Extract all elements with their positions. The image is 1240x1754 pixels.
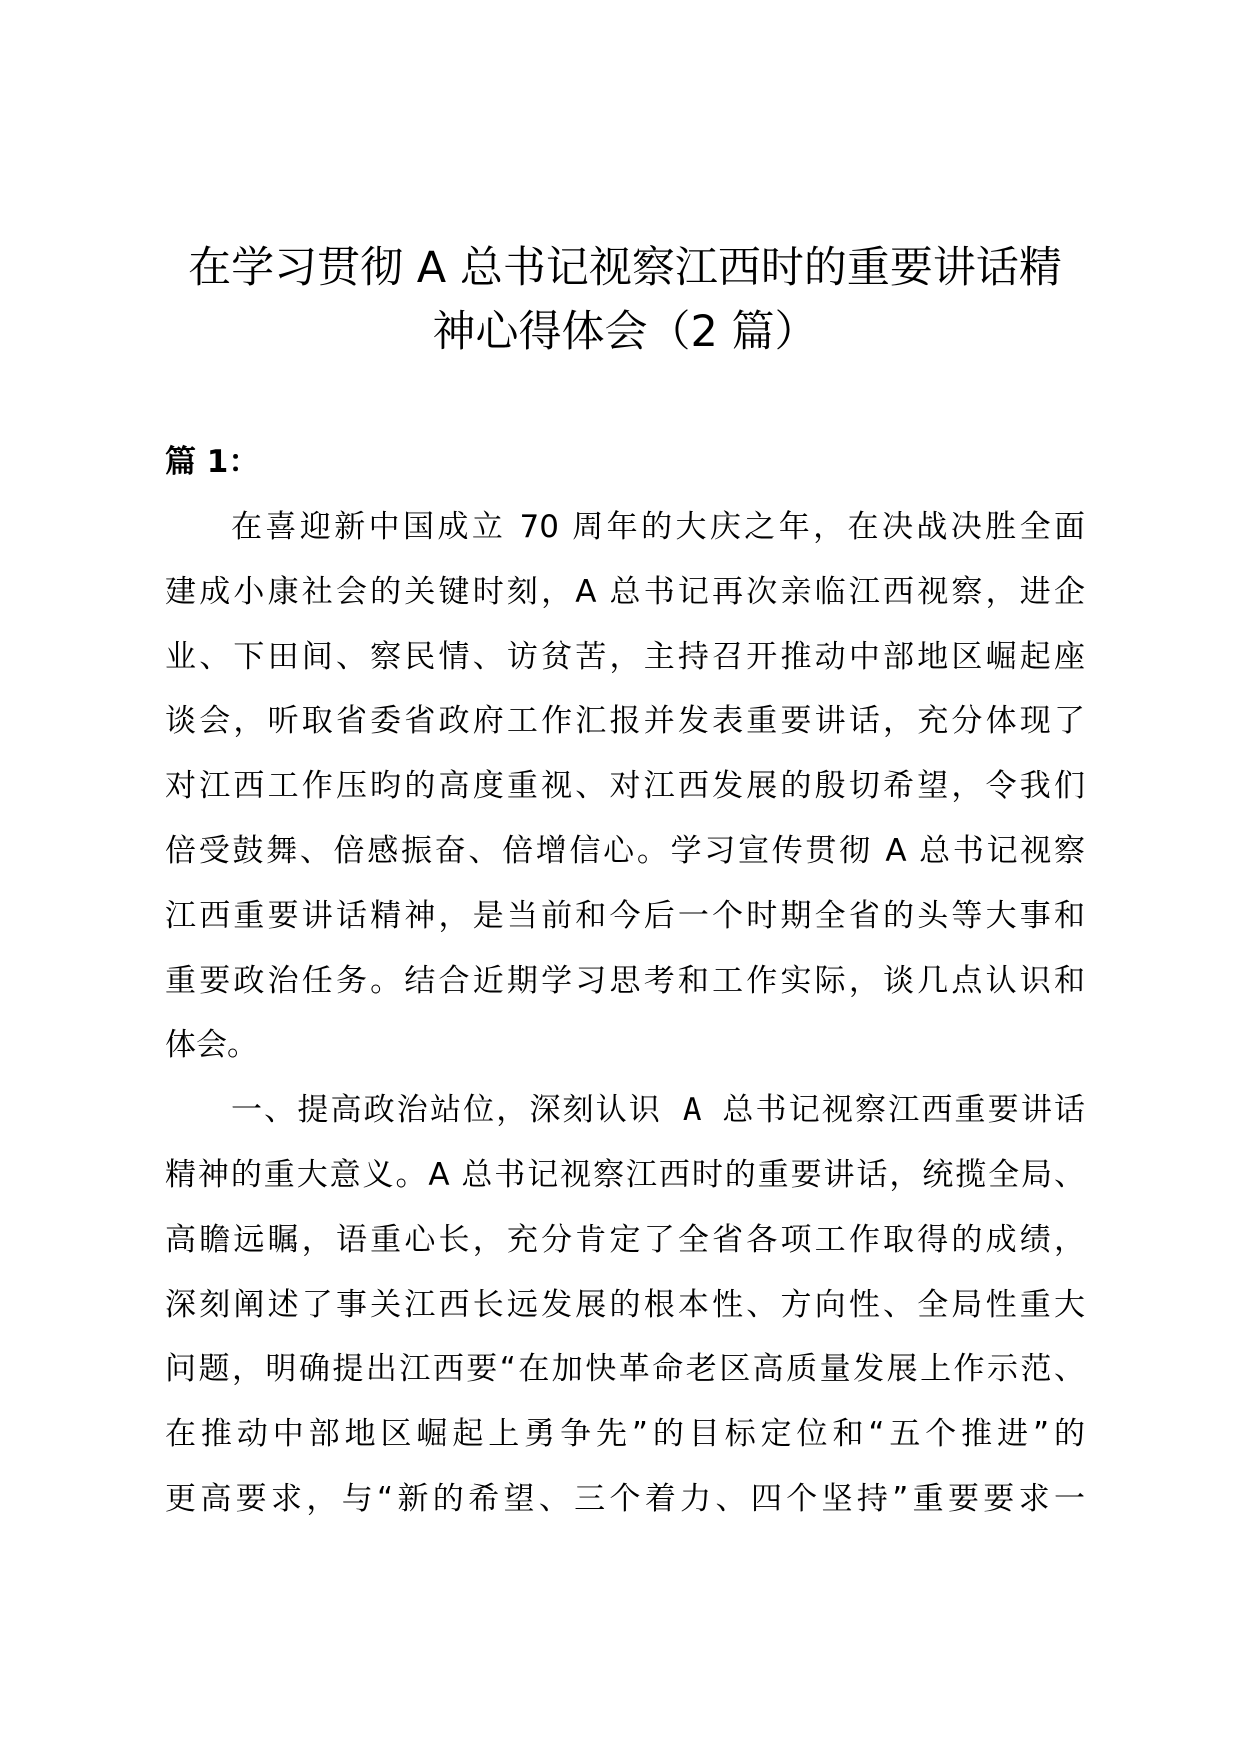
paragraph-intro — [165, 495, 1085, 1078]
title-line: 神心得体会（2 篇） — [432, 307, 818, 357]
point-heading-line — [165, 1078, 1085, 1143]
text-line: 建成小康社会的关键时刻，A 总书记再次亲临江西视察，进企 — [165, 573, 1085, 610]
text-line: 重要政治任务。结合近期学习思考和工作实际，谈几点认识和 — [165, 962, 1085, 999]
text-line: 更高要求，与“新的希望、三个着力、四个坚持”重要要求一 — [165, 1480, 1085, 1517]
point-heading: 一、提高政治站位，深刻认识 A 总书记视察江西重要讲话 — [231, 1092, 1085, 1129]
text-line: 业、下田间、察民情、访贫苦，主持召开推动中部地区崛起座 — [165, 638, 1085, 675]
text-line: 深刻阐述了事关江西长远发展的根本性、方向性、全局性重大 — [165, 1286, 1085, 1323]
document-body — [165, 495, 1085, 1532]
text-line: 对江西工作压昀的高度重视、对江西发展的殷切希望，令我们 — [165, 768, 1085, 805]
text-line: 谈会，听取省委省政府工作汇报并发表重要讲话，充分体现了 — [165, 703, 1085, 740]
text-line: 江西重要讲话精神，是当前和今后一个时期全省的头等大事和 — [165, 897, 1085, 934]
title-line: 在学习贯彻 A 总书记视察江西时的重要讲话精 — [188, 243, 1062, 293]
text-line: 在喜迎新中国成立 70 周年的大庆之年，在决战决胜全面 — [231, 509, 1085, 545]
text-line: 问题，明确提出江西要“在加快革命老区高质量发展上作示范、 — [165, 1351, 1085, 1388]
document-title — [160, 236, 1090, 364]
paragraph-point-one — [165, 1078, 1085, 1532]
text-line: 倍受鼓舞、倍感振奋、倍增信心。学习宣传贯彻 A 总书记视察 — [165, 832, 1085, 869]
text-line: 在推动中部地区崛起上勇争先”的目标定位和“五个推进”的 — [165, 1416, 1085, 1453]
text-line: 精神的重大意义。A 总书记视察江西时的重要讲话，统揽全局、 — [165, 1156, 1085, 1193]
text-line: 高瞻远瞩，语重心长，充分肯定了全省各项工作取得的成绩， — [165, 1221, 1085, 1258]
text-line: 体会。 — [165, 1027, 258, 1064]
section-label: 篇 1： — [165, 444, 260, 480]
